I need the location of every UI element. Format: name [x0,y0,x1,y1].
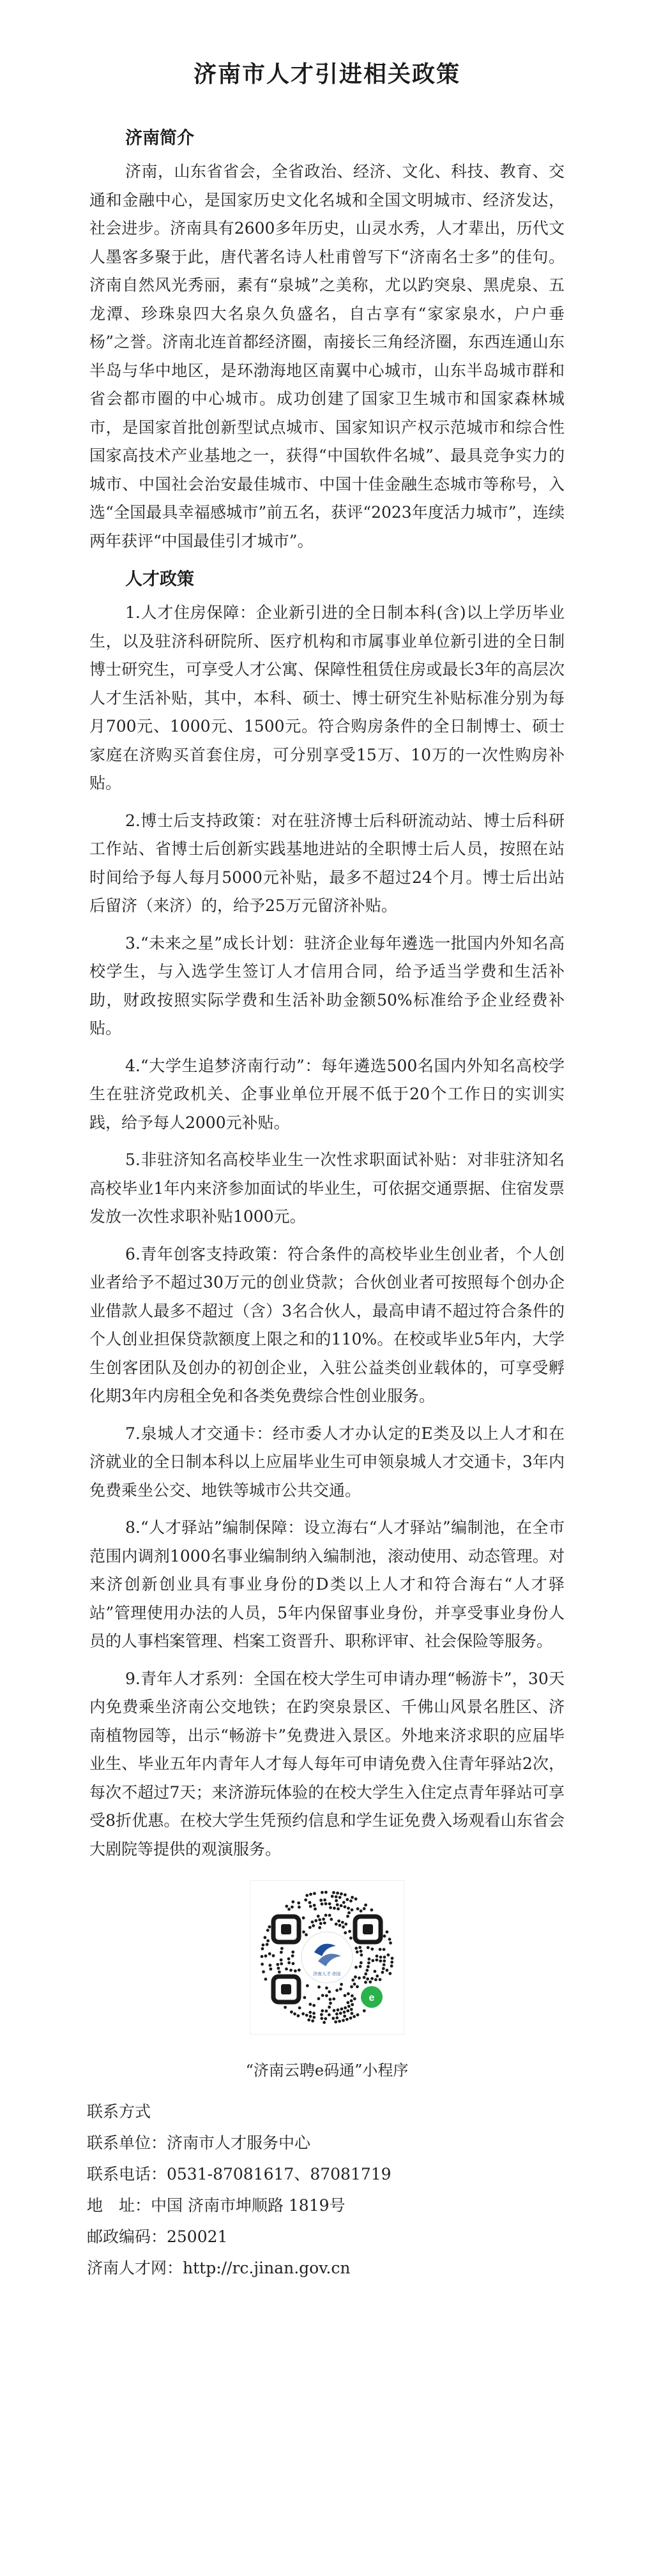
qr-dot [302,1917,305,1920]
qr-dot [312,2012,316,2015]
qr-dot [376,1975,379,1978]
qr-dot [285,1905,288,1908]
contact-unit: 联系单位：济南市人才服务中心 [87,2134,311,2152]
qr-dot [309,1905,312,1908]
qr-dot [341,1921,344,1924]
contact-address: 地 址：中国 济南市坤顺路 1819号 [87,2196,346,2215]
qr-dot [264,1978,268,1981]
qr-dot [280,1962,283,1966]
qr-dot [386,1969,389,1972]
qr-dot [328,1902,331,1906]
qr-dot [354,1966,358,1969]
qr-dot [331,1895,334,1898]
qr-dot [297,1901,300,1904]
qr-dot [354,1897,358,1901]
qr-dot [285,1968,288,1971]
qr-dot [319,1922,323,1925]
qr-dot [293,2012,296,2015]
qr-dot [337,1920,340,1923]
qr-dot [261,1955,264,1958]
qr-dot [314,1919,317,1922]
qr-dot [346,2018,349,2021]
qr-dot [321,1891,324,1894]
qr-dot [353,2015,356,2018]
qr-dot [331,2017,335,2020]
qr-dot [360,1961,363,1964]
qr-dot [343,2015,346,2018]
qr-dot [364,1973,367,1976]
qr-dot [333,2009,336,2012]
qr-dot [335,1895,338,1899]
qr-dot [342,2019,345,2022]
qr-dot [301,2012,305,2015]
qr-dot [308,1926,312,1929]
svg-text:e: e [369,1992,375,2003]
qr-dot [325,1987,328,1990]
policy-item-postdoc: 2.博士后支持政策：对在驻济博士后科研流动站、博士后科研工作站、省博士后创新实践基地进站的全职博士后人员，按照在站时间给予每人每月5000元补贴，最多不超过24个月。博士后出站后留济（来济）的，给予25万元留济补贴。 [89,811,565,915]
qr-dot [287,1908,291,1911]
qr-code-icon [250,1881,404,2034]
qr-dot [374,1978,377,1982]
qr-dot [323,1899,326,1902]
qr-dot [318,1918,321,1922]
qr-dot [347,1911,351,1915]
qr-dot [266,1940,270,1943]
qr-dot [376,1959,379,1962]
qr-dot [388,1972,392,1975]
qr-dot [335,1899,338,1902]
qr-dot [304,1899,307,1902]
qr-dot [382,1967,385,1970]
qr-dot [332,1998,335,2001]
qr-dot [342,1901,346,1904]
qr-dot [335,1923,338,1926]
qr-dot [388,1938,392,1941]
policy-item-housing: 1.人才住房保障：企业新引进的全日制本科(含)以上学历毕业生，以及驻济科研院所、医疗机构和市属事业单位新引进的全日制博士研究生，可享受人才公寓、保障性租赁住房或最长3年的高层次人才生活补贴，其中，本科、硕士、博士研究生补贴标准分别为每月700元、1000元、1500元。符合购房条件的全日制博士、硕士家庭在济购买首套住房，可分别享受15万、10万的一次性购房补贴。 [89,603,565,792]
qr-dot [328,2006,331,2009]
qr-dot [329,1906,332,1909]
qr-dot [334,2021,337,2024]
qr-dot [349,1899,353,1902]
qr-dot [350,2000,353,2003]
qr-dot [328,1914,331,1917]
qr-dot [364,1981,367,1984]
qr-dot [324,1914,328,1917]
qr-dot [319,1899,323,1902]
qr-dot [351,1908,354,1911]
qr-dot [340,2007,344,2010]
qr-dot [317,1915,320,1918]
qr-dot [336,1903,339,1906]
qr-dot [294,1970,297,1973]
qr-dot [303,1996,307,2000]
qr-dot [367,1961,370,1964]
qr-dot [335,2016,338,2019]
qr-dot [311,1920,314,1924]
qr-dot [284,2006,287,2009]
qr-dot [381,1971,384,1974]
qr-dot [338,1924,342,1927]
qr-dot [344,1931,347,1934]
qr-dot [346,2009,349,2012]
qr-dot [383,1955,386,1959]
qr-dot [389,1941,392,1945]
qr-dot [342,1925,345,1929]
qr-dot [354,1947,358,1950]
qr-dot [374,1970,377,1973]
policy-item-interview-subsidy: 5.非驻济知名高校毕业生一次性求职面试补贴：对非驻济知名高校毕业1年内来济参加面试的毕业生，可依据交通票据、住宿发票发放一次性求职补贴1000元。 [89,1150,565,1226]
qr-dot [356,1985,359,1989]
qr-dot [367,1965,370,1968]
qr-dot [262,1970,265,1973]
policies-heading: 人才政策 [125,569,194,589]
qr-dot [343,2010,346,2014]
qr-dot [276,1963,279,1966]
qr-dot [379,1978,382,1981]
qr-dot [359,1965,362,1968]
qr-dot [358,1946,361,1949]
qr-dot [344,1923,347,1926]
policy-item-student-dream: 4.“大学生追梦济南行动”：每年遴选500名国内外知名高校学生在驻济党政机关、企事业单位开展不低于20个工作日的实训实践，给予每人2000元补贴。 [89,1056,565,1132]
qr-dot [360,1954,363,1957]
qr-dot [370,1908,374,1911]
page-title: 济南市人才引进相关政策 [193,61,460,87]
qr-dot [350,2008,353,2011]
qr-dot [328,2014,331,2017]
qr-dot [351,1994,354,1998]
qr-dot [347,1907,350,1910]
qr-dot [379,1959,382,1962]
qr-dot [317,1985,321,1989]
qr-dot [266,1943,269,1946]
qr-dot [329,2001,332,2005]
qr-dot [308,2011,312,2014]
qr-dot [335,2012,338,2015]
qr-dot [277,1967,280,1970]
qr-dot [320,2017,323,2020]
qr-dot [272,1954,275,1957]
qr-dot [353,1983,356,1986]
qr-dot [261,1947,264,1950]
qr-dot [344,1994,347,1997]
qr-dot [291,1906,294,1909]
qr-dot [309,2015,312,2018]
qr-dot [308,1901,312,1904]
qr-dot [360,1950,363,1953]
qr-dot [312,2016,316,2019]
policy-item-young-entrepreneur: 6.青年创客支持政策：符合条件的高校毕业生创业者，个人创业者给予不超过30万元的创业贷款；合伙创业者可按照每个创办企业借款人最多不超过（含）3名合伙人，最高申请不超过符合条件的个人创业担保贷款额度上限之和的110%。在校或毕业5年内，大学生创客团队及创办的初创企业，入驻公益类创业载体的，可享受孵化期3年内房租全免和各类免费综合性创业服务。 [89,1244,565,1405]
qr-code-image [250,1880,404,2035]
qr-dot [366,1977,369,1980]
policy-item-talent-station: 8.“人才驿站”编制保障：设立海右“人才驿站”编制池，在全市范围内调剂1000名事业编制纳入编制池，滚动使用、动态管理。对来济创新创业具有事业身份的D类以上人才和符合海右“人才驿站”管理使用办法的人员，5年内保留事业身份，并享受事业身份人员的人事档案管理、档案工资晋升、职称评审、社会保险等服务。 [89,1518,565,1650]
contact-phone: 联系电话：0531-87081617、87081719 [87,2165,392,2183]
qr-dot [351,1978,354,1982]
qr-dot [344,2007,347,2010]
qr-dot [332,1891,335,1894]
qr-dot [278,1971,281,1974]
qr-dot [337,2008,340,2012]
qr-dot [312,1924,315,1927]
qr-dot [347,1992,350,1996]
qr-dot [337,1908,340,1911]
qr-dot [264,1936,267,1940]
qr-dot [369,1980,372,1984]
qr-caption: “济南云聘e码通”小程序 [245,2061,409,2079]
qr-dot [338,2020,341,2023]
qr-dot [379,1948,382,1951]
contact-postcode: 邮政编码：250021 [87,2227,228,2246]
qr-dot [305,1933,308,1936]
policy-item-future-star: 3.“未来之星”成长计划：驻济企业每年遴选一批国内外知名高校学生，与入选学生签订人才信用合同，给予适当学费和生活补助，财政按照实际学费和生活补助金额50%标准给予企业经费补贴。 [89,933,565,1037]
qr-dot [289,1969,293,1972]
qr-dot [340,1983,343,1986]
qr-dot [387,1954,390,1957]
qr-dot [390,1964,393,1968]
qr-dot [365,1969,369,1972]
qr-dot [308,2003,312,2006]
qr-dot [339,2012,342,2015]
qr-dot [291,1954,294,1957]
qr-dot [348,1930,351,1933]
policy-item-transport-card: 7.泉城人才交通卡：经市委人才办认定的E类及以上人才和在济就业的全日制本科以上应届毕业生可申领泉城人才交通卡，3年内免费乘坐公交、地铁等城市公共交通。 [89,1424,565,1500]
qr-dot [338,1896,342,1899]
qr-dot [287,1961,291,1964]
document-body [89,124,565,2284]
qr-dot [318,1926,321,1929]
qr-dot [266,1929,270,1932]
qr-dot [298,1969,301,1972]
qr-dot [311,2019,314,2022]
qr-dot [354,1975,357,1978]
qr-dot [320,2013,323,2016]
qr-dot [346,2001,349,2004]
qr-dot [351,2012,354,2015]
qr-dot [339,1987,342,1991]
qr-dot [360,1909,363,1913]
qr-dot [371,1959,374,1962]
qr-dot [386,1931,389,1934]
qr-dot [335,1989,338,1992]
qr-dot [390,1961,393,1964]
qr-dot [356,1950,359,1954]
qr-dot [297,2014,300,2017]
qr-dot [269,1964,272,1967]
qr-dot [291,1901,294,1904]
qr-dot [391,1957,394,1960]
qr-dot [350,1985,353,1989]
qr-dot [356,2014,360,2017]
qr-dot [363,2009,366,2012]
qr-dot [312,2004,316,2007]
qr-dot [351,2003,354,2007]
qr-dot [363,1907,366,1910]
qr-dot [302,1931,305,1934]
qr-dot [317,1997,321,2000]
mini-program-qr [247,1880,407,2035]
qr-dot [324,1891,328,1894]
qr-dot [325,1994,328,1998]
qr-logo-text: 济南人才·创业 [312,1972,342,1977]
qr-dot [262,1943,265,1947]
qr-dot [323,2021,326,2024]
qr-dot [268,1925,271,1929]
qr-dot [321,2009,324,2012]
qr-dot [324,1902,328,1906]
qr-dot [376,1955,379,1958]
qr-dot [363,1976,366,1979]
qr-dot [364,1904,367,1907]
qr-dot [347,2005,351,2008]
qr-dot [314,1908,317,1911]
qr-dot [305,2014,308,2017]
qr-dot [322,1918,325,1921]
qr-dot [367,1946,370,1949]
qr-dot [351,1896,354,1899]
contact-section [87,2096,565,2284]
qr-dot [298,1906,301,1909]
qr-dot [321,1994,324,1997]
qr-dot [356,1908,360,1911]
qr-dot [346,1915,349,1918]
qr-dot [290,2010,293,2014]
qr-dot [333,1907,336,1910]
qr-dot [383,1963,386,1966]
qr-dot [324,2017,327,2021]
policy-item-youth-talent: 9.青年人才系列：全国在校大学生可申请办理“畅游卡”，30天内免费乘坐济南公交地铁；在趵突泉景区、千佛山风景名胜区、济南植物园等，出示“畅游卡”免费进入景区。外地来济求职的应届毕业生、毕业五年内青年人才每人每年可申请免费入住青年驿站2次，每次不超过7天；来济游玩体验的在校大学生入住定点青年驿站可享受8折优惠。在校大学生凭预约信息和学生证免费入场观看山东省会大剧院等提供的观演服务。 [89,1669,565,1858]
qr-dot [330,1918,333,1921]
qr-dot [379,1955,383,1959]
qr-dot [291,1950,294,1954]
qr-dot [383,1948,386,1951]
qr-dot [280,1947,284,1950]
qr-dot [383,1934,386,1938]
qr-dot [309,1893,312,1896]
qr-dot [344,1905,347,1908]
qr-dot [329,1998,332,2001]
qr-dot [370,1948,374,1951]
qr-dot [349,1936,353,1940]
qr-dot [349,2017,353,2020]
qr-dot [298,2007,301,2010]
intro-heading: 济南简介 [125,128,194,148]
qr-dot [280,1959,283,1962]
qr-dot [307,2019,310,2022]
qr-dot [292,1962,295,1965]
qr-dot [323,1922,326,1925]
qr-dot [353,1998,356,2001]
contact-website: 济南人才网：http://rc.jinan.gov.cn [87,2259,351,2277]
qr-dot [336,1892,339,1895]
contact-heading: 联系方式 [87,2102,151,2121]
qr-dot [268,1952,271,1955]
qr-dot [261,1962,264,1966]
qr-dot [264,1954,268,1957]
qr-dot [340,1892,343,1895]
qr-dot [321,1902,324,1906]
qr-dot [313,1892,316,1895]
qr-dot [306,1984,309,1987]
qr-dot [340,1904,343,1908]
intro-paragraph: 济南，山东省省会，全省政治、经济、文化、科技、教育、交通和金融中心，是国家历史文化名城和全国文明城市、经济发达，社会进步。济南具有2600多年历史，山灵水秀，人才辈出，历代文人墨客多聚于此，唐代著名诗人杜甫曾写下“济南名士多”的佳句。济南自然风光秀丽，素有“泉城”之美称，尤以趵突泉、黑虎泉、五龙潭、珍珠泉四大名泉久负盛名，自古享有“家家泉水，户户垂杨”之誉。济南北连首都经济圈，南接长三角经济圈，东西连通山东半岛与华中地区，是环渤海地区南翼中心城市，山东半岛城市群和省会都市圈的中心城市。成功创建了国家卫生城市和国家森林城市，是国家首批创新型试点城市、国家知识产权示范城市和综合性国家高技术产业基地之一，获得“中国软件名城”、最具竞争实力的城市、中国社会治安最佳城市、中国十佳金融生态城市等称号，入选“全国最具幸福感城市”前五名，获评“2023年度活力城市”，连续两年获评“中国最佳引才城市”。 [89,162,565,550]
qr-dot [370,1977,374,1980]
qr-dot [287,1957,291,1961]
qr-dot [383,1959,386,1962]
qr-dot [328,1991,331,1994]
qr-dot [270,1968,273,1971]
qr-dot [358,1977,361,1980]
qr-dot [305,1894,308,1897]
qr-dot [346,1898,349,1901]
qr-dot [344,1894,347,1897]
qr-dot [325,2010,328,2013]
qr-dot [280,1951,283,1954]
qr-dot [313,1904,316,1907]
qr-dot [368,1957,371,1961]
